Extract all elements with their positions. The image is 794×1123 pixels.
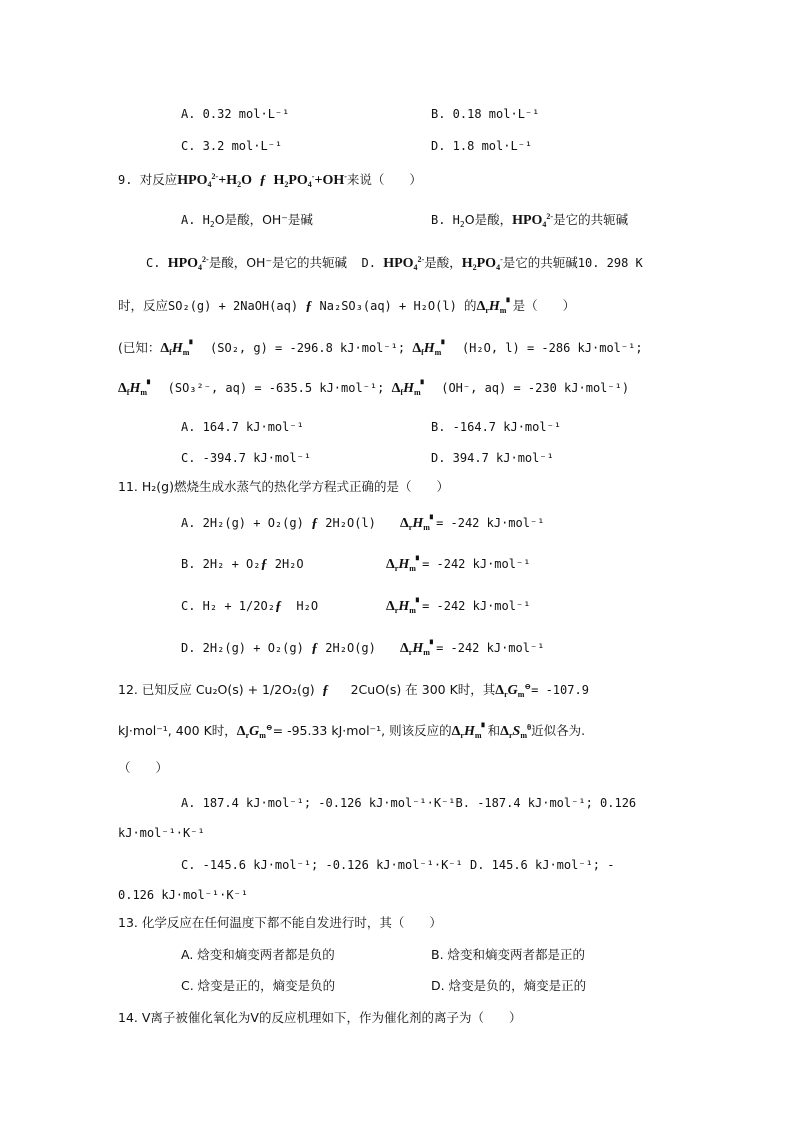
question-number: 9. — [118, 173, 133, 187]
delta-r-h-m-symbol: $\Delta_rH_m^▘$ — [400, 515, 437, 532]
h2o-formula: $H_2O$ — [226, 173, 252, 189]
delta-r-h-m-symbol: $\Delta_rH_m^▘$ — [400, 640, 437, 657]
q13-stem: 13. 化学反应在任何温度下都不能自发进行时，其（ ） — [118, 915, 442, 930]
oh-formula: OH- — [322, 172, 347, 188]
q13-option-a: A. 焓变和熵变两者都是负的 — [181, 947, 335, 962]
hpo4-formula: $HPO_4^{2-}$ — [167, 255, 209, 272]
q12-options-cd: C. -145.6 kJ·mol⁻¹; -0.126 kJ·mol⁻¹·K⁻¹ D. 145.6 kJ·mol⁻¹; - — [181, 858, 615, 872]
delta-r-g-m-symbol: $\Delta_rG_m^⊖$ — [495, 682, 532, 699]
q10-option-c: C. -394.7 kJ·mol⁻¹ — [181, 451, 312, 465]
q13-option-b: B. 焓变和熵变两者都是正的 — [431, 947, 586, 962]
q10-given-line1: (已知：$\Delta_fH_m^▘$ (SO₂, g) = -296.8 kJ·mol⁻¹; $\Delta_fH_m^▘$ (H₂O, l) = -286 kJ·mol⁻¹; — [118, 340, 643, 357]
q9-option-b: B. $H_2O$是酸，$HPO_4^{2-}$是它的共轭碱 — [431, 212, 629, 229]
stem-text: 对反应 — [139, 172, 178, 187]
q10-option-d: D. 394.7 kJ·mol⁻¹ — [431, 451, 554, 465]
q12-stem-line2: kJ·mol⁻¹, 400 K时，$\Delta_rG_m^⊖= -95.33$ kJ·mol⁻¹, 则该反应的$\Delta_rH_m^▘$和$\Delta_rS_m^\theta$近似各为. — [118, 723, 586, 740]
q10-option-a: A. 164.7 kJ·mol⁻¹ — [181, 420, 304, 434]
q10-number: 10. 298 K — [577, 256, 643, 270]
delta-f-h-m-symbol: $\Delta_fH_m^▘$ — [118, 380, 154, 397]
h2po4-formula: $H_2PO_4^-$ — [273, 172, 315, 189]
q10-option-b: B. -164.7 kJ·mol⁻¹ — [431, 420, 562, 434]
reaction-arrow-icon: ƒ — [311, 516, 319, 531]
delta-r-h-m-symbol: $\Delta_rH_m^▘$ — [476, 298, 513, 315]
hpo4-formula: $HPO_4^{2-}$ — [177, 172, 219, 189]
q11-option-a-value: $\Delta_rH_m^▘= -242$ kJ·mol⁻¹ — [400, 515, 545, 532]
q8-option-d: D. 1.8 mol·L⁻¹ — [431, 139, 533, 153]
stem-text: 来说（ ） — [346, 172, 422, 187]
q14-stem: 14. V离子被催化氧化为V的反应机理如下，作为催化剂的离子为（ ） — [118, 1010, 522, 1025]
q11-option-c-value: $\Delta_rH_m^▘= -242$ kJ·mol⁻¹ — [386, 598, 531, 615]
reaction-arrow-icon: ƒ — [311, 641, 319, 656]
reaction-arrow-icon: ƒ — [305, 299, 313, 314]
q11-option-a: A. 2H₂(g) + O₂(g) ƒ 2H₂O(l) — [181, 516, 376, 531]
reaction-arrow-icon: ƒ — [321, 683, 329, 698]
delta-f-h-m-symbol: $\Delta_fH_m^▘$ — [391, 380, 427, 397]
reaction-arrow-icon: ƒ — [260, 557, 268, 572]
delta-f-h-m-symbol: $\Delta_fH_m^▘$ — [412, 340, 448, 357]
q11-option-c: C. H₂ + 1/2O₂ƒ H₂O — [181, 599, 319, 614]
q9-options-cd-and-q10-start: C. $HPO_4^{2-}$是酸，OH⁻是它的共轭碱 D. $HPO_4^{2-}$是酸，$H_2PO_4^-$是它的共轭碱10. 298 K — [146, 255, 643, 272]
q10-given-line2: $\Delta_fH_m^▘$ (SO₃²⁻, aq) = -635.5 kJ·mol⁻¹; $\Delta_fH_m^▘$ (OH⁻, aq) = -230 kJ·mol⁻¹) — [118, 380, 630, 397]
q11-option-b-value: $\Delta_rH_m^▘= -242$ kJ·mol⁻¹ — [386, 556, 531, 573]
delta-f-h-m-symbol: $\Delta_fH_m^▘$ — [160, 340, 196, 357]
reaction-arrow-icon: ƒ — [274, 599, 282, 614]
q13-option-c: C. 焓变是正的，熵变是负的 — [181, 978, 336, 993]
q11-option-d: D. 2H₂(g) + O₂(g) ƒ 2H₂O(g) — [181, 641, 376, 656]
q9-option-a: A. $H_2O$是酸，OH⁻是碱 — [181, 212, 313, 229]
q11-option-d-value: $\Delta_rH_m^▘= -242$ kJ·mol⁻¹ — [400, 640, 545, 657]
q12-options-cd-wrap: 0.126 kJ·mol⁻¹·K⁻¹ — [118, 888, 249, 902]
q12-options-ab: A. 187.4 kJ·mol⁻¹; -0.126 kJ·mol⁻¹·K⁻¹B. -187.4 kJ·mol⁻¹; 0.126 — [181, 796, 637, 810]
delta-r-h-m-symbol: $\Delta_rH_m^▘$ — [451, 723, 488, 740]
delta-r-h-m-symbol: $\Delta_rH_m^▘$ — [386, 598, 423, 615]
q10-stem: 时，反应SO₂(g) + 2NaOH(aq) ƒ Na₂SO₃(aq) + H₂O(l) 的$\Delta_rH_m^▘$是（ ） — [118, 298, 576, 315]
delta-r-s-m-symbol: $\Delta_rS_m^\theta$ — [500, 723, 532, 740]
hpo4-formula: $HPO_4^{2-}$ — [512, 212, 554, 229]
q12-answer-blank: （ ） — [118, 760, 169, 775]
q12-stem-line1: 12. 已知反应 Cu₂O(s) + 1/2O₂(g) ƒ 2CuO(s) 在 300 K时，其$\Delta_rG_m^⊖= -107.9$ — [118, 682, 589, 699]
q8-option-b: B. 0.18 mol·L⁻¹ — [431, 107, 540, 121]
h2po4-formula: $H_2PO_4^-$ — [461, 255, 503, 272]
q11-option-b: B. 2H₂ + O₂ƒ 2H₂O — [181, 557, 304, 572]
q9-stem: 9. 对反应$HPO_4^{2-}+H_2O$ ƒ $H_2PO_4^-+OH^-$来说（ ） — [118, 172, 422, 189]
q11-stem: 11. H₂(g)燃烧生成水蒸气的热化学方程式正确的是（ ） — [118, 479, 449, 494]
delta-r-h-m-symbol: $\Delta_rH_m^▘$ — [386, 556, 423, 573]
delta-r-g-m-symbol: $\Delta_rG_m^⊖$ — [236, 723, 273, 740]
q13-option-d: D. 焓变是负的，熵变是正的 — [431, 978, 587, 993]
q12-options-ab-wrap: kJ·mol⁻¹·K⁻¹ — [118, 826, 205, 840]
hpo4-formula: $HPO_4^{2-}$ — [383, 255, 425, 272]
q8-option-a: A. 0.32 mol·L⁻¹ — [181, 107, 290, 121]
equilibrium-arrow-icon: ƒ — [259, 173, 267, 188]
q8-option-c: C. 3.2 mol·L⁻¹ — [181, 139, 283, 153]
